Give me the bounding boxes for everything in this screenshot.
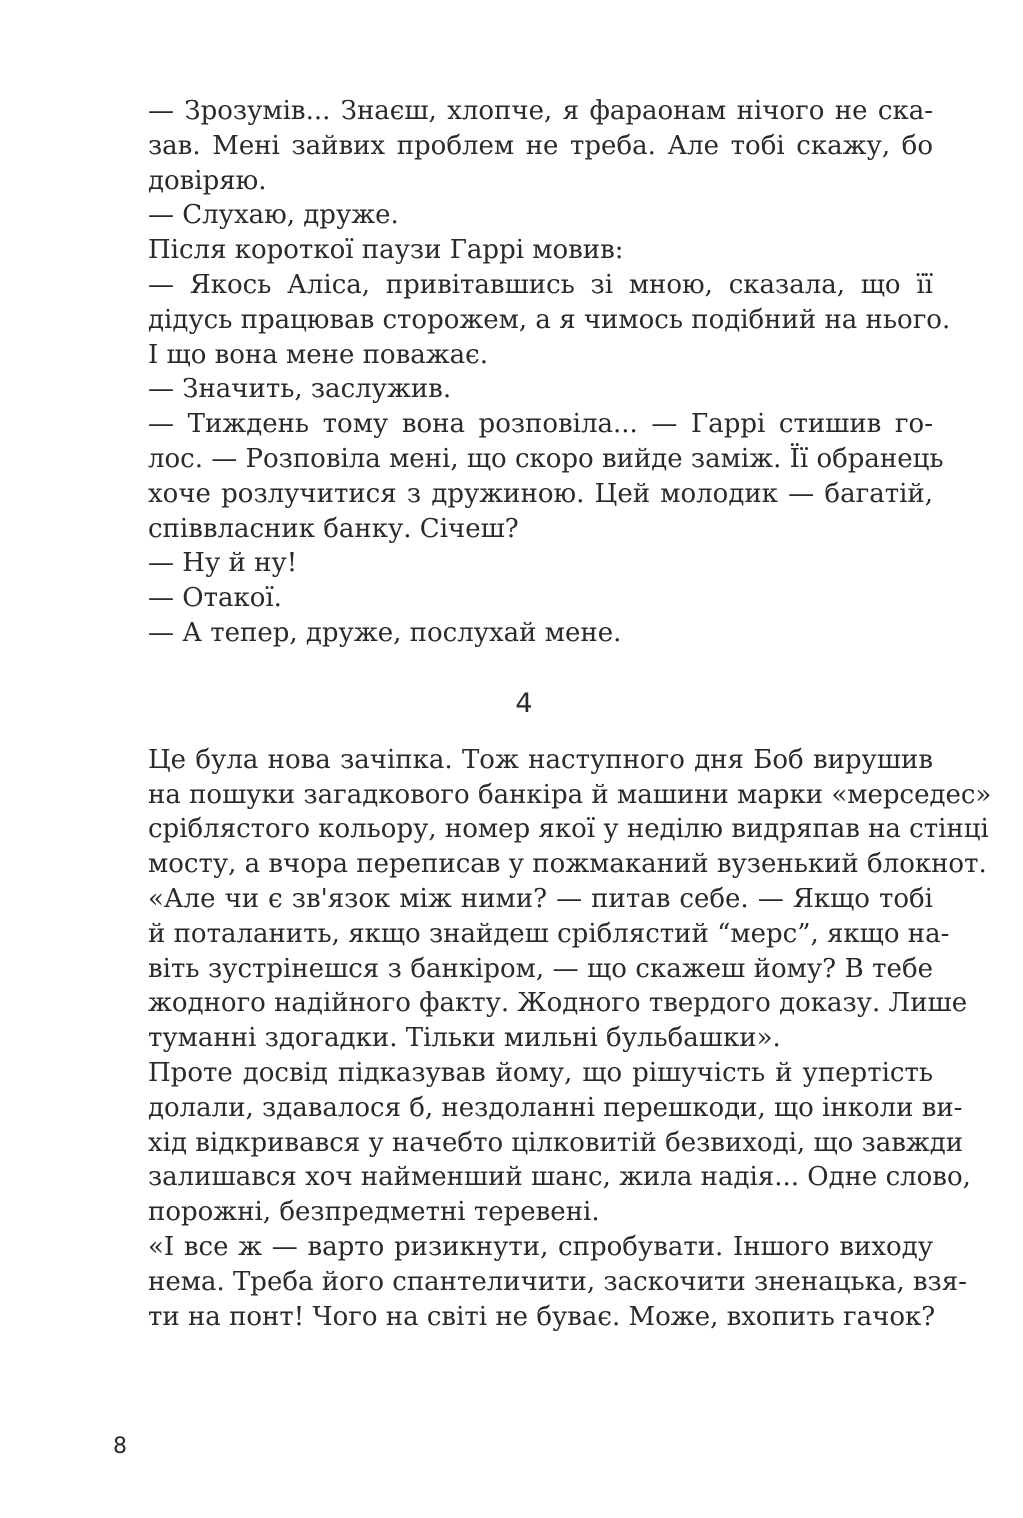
paragraph <box>115 233 933 268</box>
text-line: «І все ж — варто ризикнути, спробувати. Іншого виходу <box>148 1231 933 1262</box>
text-line: співвласник банку. Січеш? <box>148 513 519 544</box>
text-line: довіряю. <box>148 165 267 196</box>
text-line: хоче розлучитися з дружиною. Цей молодик — багатій, <box>148 478 933 509</box>
text-line: — Зрозумів... Знаєш, хлопче, я фараонам нічого не ска- <box>148 96 933 126</box>
paragraph <box>115 882 968 1056</box>
text-line: віть зустрінешся з банкіром, — що скажеш йому? В тебе <box>148 953 933 984</box>
text-line: дідусь працював сторожем, а я чимось подібний на нього. <box>148 304 951 335</box>
text-line: порожні, безпредметні теревені. <box>148 1197 600 1228</box>
text-line: — Значить, заслужив. <box>148 374 452 405</box>
text-line: — Ну й ну! <box>148 548 298 579</box>
text-line: І що вона мене поважає. <box>148 339 488 370</box>
text-line: Це була нова зачіпка. Тож наступного дня Боб вирушив <box>148 744 933 775</box>
text-line: — Тиждень тому вона розповіла... — Гаррі стишив го- <box>148 409 933 440</box>
text-line: сріблястого кольору, номер якої у неділю видряпав на стінці <box>148 814 989 845</box>
text-line: долали, здавалося б, нездоланні перешкоди, що інколи ви- <box>148 1092 963 1123</box>
text-line: «Але чи є зв'язок між ними? — питав себе. — Якщо тобі <box>148 883 933 914</box>
text-line: хід відкривався у начебто цілковитій безвиході, що завжди <box>148 1127 964 1158</box>
text-line: Проте досвід підказував йому, що рішучість й упертість <box>148 1057 933 1088</box>
paragraph <box>115 407 944 546</box>
paragraph <box>115 1056 971 1230</box>
text-line: — Слухаю, друже. <box>148 200 399 231</box>
text-line: залишався хоч найменший шанс, жила надія... Одне слово, <box>148 1162 971 1193</box>
text-line: Після короткої паузи Гаррі мовив: <box>148 235 624 266</box>
paragraph <box>115 546 933 581</box>
paragraph <box>115 616 933 651</box>
text-line: — А тепер, друже, послухай мене. <box>148 617 622 648</box>
chapter-number: 4 <box>515 687 533 719</box>
text-line: ти на понт! Чого на світі не буває. Може, вхопить гачок? <box>148 1301 936 1332</box>
text-line: на пошуки загадкового банкіра й машини марки «мерседес» <box>148 779 992 810</box>
text-block-after-chapter <box>115 743 992 1335</box>
text-line: туманні здогадки. Тільки мильні бульбашки». <box>148 1023 781 1054</box>
paragraph <box>115 372 933 407</box>
paragraph <box>115 94 933 198</box>
page-body <box>115 94 992 1334</box>
text-line: мосту, а вчора переписав у пожмаканий вузенький блокнот. <box>148 849 987 880</box>
paragraph <box>115 581 933 616</box>
paragraph <box>115 198 933 233</box>
paragraph <box>115 743 992 882</box>
text-line: зав. Мені зайвих проблем не треба. Але тобі скажу, бо <box>148 130 933 161</box>
page-number: 8 <box>113 1434 127 1459</box>
text-line: лос. — Розповіла мені, що скоро вийде заміж. Її обранець <box>148 443 944 474</box>
text-line: жодного надійного факту. Жодного твердого доказу. Лише <box>148 988 968 1019</box>
text-line: й поталанить, якщо знайдеш сріблястий “мерс”, якщо на- <box>148 918 950 949</box>
paragraph <box>115 1230 967 1334</box>
text-line: — Отакої. <box>148 583 282 614</box>
paragraph <box>115 268 951 372</box>
text-line: нема. Треба його спантеличити, заскочити зненацька, взя- <box>148 1266 967 1297</box>
text-block-before-chapter <box>115 94 951 651</box>
text-line: — Якось Аліса, привітавшись зі мною, сказала, що її <box>148 269 933 300</box>
